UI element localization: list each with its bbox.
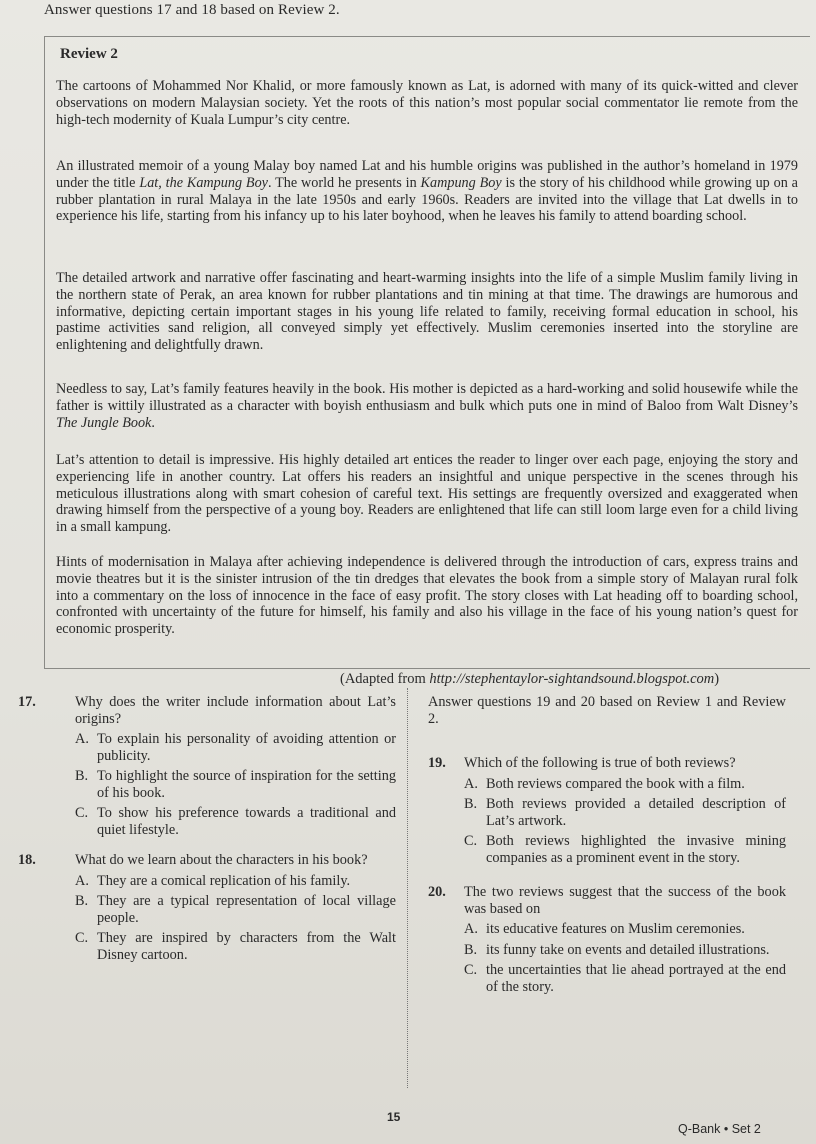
question-text: The two reviews suggest that the success of the book was based on [464,884,786,917]
question-number: 19. [428,755,446,771]
option-text: They are a comical replication of his family. [97,872,351,889]
option-b[interactable] [75,768,396,801]
option-letter: B. [464,941,478,958]
review-title: Review 2 [60,46,118,62]
option-text: its funny take on events and detailed illustrations. [486,941,770,958]
review-paragraph-5: Lat’s attention to detail is impressive. His highly detailed art entices the reader to linger over each page, enjoying the story and experiencing life in another country. Lat offers his readers an insightful and unique perspective in the scenes through his meticulous illustrations along with smart cohesion of careful text. His settings are frequently oversized and exaggerated when drawing himself from the perspective of a young boy. Readers are enlightened that life can still loom large even for a child living in a small kampung. [56,452,798,536]
question-17 [18,694,396,838]
option-text: To show his preference towards a traditional and quiet lifestyle. [97,805,396,838]
option-a[interactable] [464,921,786,938]
question-text: What do we learn about the characters in his book? [75,852,368,868]
left-question-column [18,694,396,969]
right-question-column [428,694,786,1001]
question-number: 17. [18,694,36,710]
question-20 [428,884,786,995]
option-text: They are inspired by characters from the Walt Disney cartoon. [97,930,396,963]
question-19 [428,755,786,866]
answer-options [75,873,396,964]
section-instruction: Answer questions 17 and 18 based on Review 2. [44,2,340,18]
option-letter: A. [75,731,89,747]
source-suffix: ) [714,671,720,687]
answer-options [464,776,786,867]
option-letter: C. [464,833,478,849]
option-c[interactable] [464,833,786,866]
option-b[interactable] [75,893,396,926]
source-prefix: (Adapted from [340,671,430,687]
option-c[interactable] [75,930,396,963]
option-letter: B. [464,796,478,812]
option-letter: B. [75,768,89,784]
option-letter: C. [75,930,89,946]
review-paragraph-4-text: Needless to say, Lat’s family features heavily in the book. His mother is depicted as a hard-working and solid housewife while the father is wittily illustrated as a character with boyish enthusiasm and bulk which puts one in mind of Baloo from Walt Disney’s The Jungle Book. [56,381,798,431]
source-url: http://stephentaylor-sightandsound.blogspot.com [429,671,715,687]
option-b[interactable] [464,796,786,829]
option-text: its educative features on Muslim ceremonies. [486,921,745,937]
review-paragraph-4 [56,381,798,431]
option-c[interactable] [75,805,396,838]
option-text: Both reviews provided a detailed description of Lat’s artwork. [486,796,786,829]
option-letter: C. [464,962,478,978]
answer-options [75,731,396,838]
option-b[interactable] [464,942,786,959]
option-letter: A. [464,775,478,792]
answer-options [464,921,786,995]
option-text: To explain his personality of avoiding attention or publicity. [97,731,396,764]
option-a[interactable] [464,776,786,793]
review-paragraph-2 [56,158,798,225]
review-paragraph-6: Hints of modernisation in Malaya after achieving independence is delivered through the introduction of cars, express trains and movie theatres but it is the sinister intrusion of the tin dredges that elevates the book from a simple story of Malayan rural folk into a commentary on the loss of innocence in the face of easy profit. The story closes with Lat heading off to boarding school, confronted with uncertainty of the future for himself, his family and also his village in the face of his young nation’s quest for economic prosperity. [56,554,798,638]
page-number: 15 [387,1110,401,1124]
option-c[interactable] [464,962,786,995]
question-text: Why does the writer include information about Lat’s origins? [75,694,396,727]
column-divider [407,688,408,1088]
question-text: Which of the following is true of both reviews? [464,755,736,771]
question-18 [18,852,396,963]
option-letter: B. [75,893,89,909]
option-a[interactable] [75,873,396,890]
question-number: 20. [428,884,446,900]
option-a[interactable] [75,731,396,764]
review-paragraph-1: The cartoons of Mohammed Nor Khalid, or more famously known as Lat, is adorned with many of its quick-witted and clever observations on modern Malaysian society. Yet the roots of this nation’s most popular social commentator lie remote from the high-tech modernity of Kuala Lumpur’s city centre. [56,78,798,128]
option-letter: A. [464,921,478,937]
option-letter: A. [75,872,89,889]
set-label: Q-Bank • Set 2 [678,1122,761,1136]
option-letter: C. [75,805,89,821]
option-text: the uncertainties that lie ahead portrayed at the end of the story. [486,962,786,995]
right-instruction: Answer questions 19 and 20 based on Review 1 and Review 2. [428,694,786,727]
option-text: Both reviews highlighted the invasive mining companies as a prominent event in the story. [486,833,786,866]
review-paragraph-3: The detailed artwork and narrative offer fascinating and heart-warming insights into the life of a simple Muslim family living in the northern state of Perak, an area known for rubber plantations and tin mining at that time. The drawings are humorous and informative, depicting certain important stages in his young life related to family, receiving formal education in school, his pastime activities sand religion, all conveyed simply yet effectively. Muslim ceremonies inserted into the storyline are enlightening and delightfully drawn. [56,270,798,354]
question-number: 18. [18,852,36,868]
review-paragraph-2-text: An illustrated memoir of a young Malay boy named Lat and his humble origins was published in the author’s homeland in 1979 under the title Lat, the Kampung Boy. The world he presents in Kampung Boy is the story of his childhood while growing up on a rubber plantation in rural Malaya in the late 1950s and early 1960s. Readers are invited into the village that Lat dwells in to experience his life, starting from his infancy up to his later boyhood, when he leaves his family to attend boarding school. [56,158,798,225]
option-text: To highlight the source of inspiration for the setting of his book. [97,768,396,801]
option-text: Both reviews compared the book with a film. [486,775,745,792]
review-source [340,671,719,688]
option-text: They are a typical representation of local village people. [97,893,396,926]
